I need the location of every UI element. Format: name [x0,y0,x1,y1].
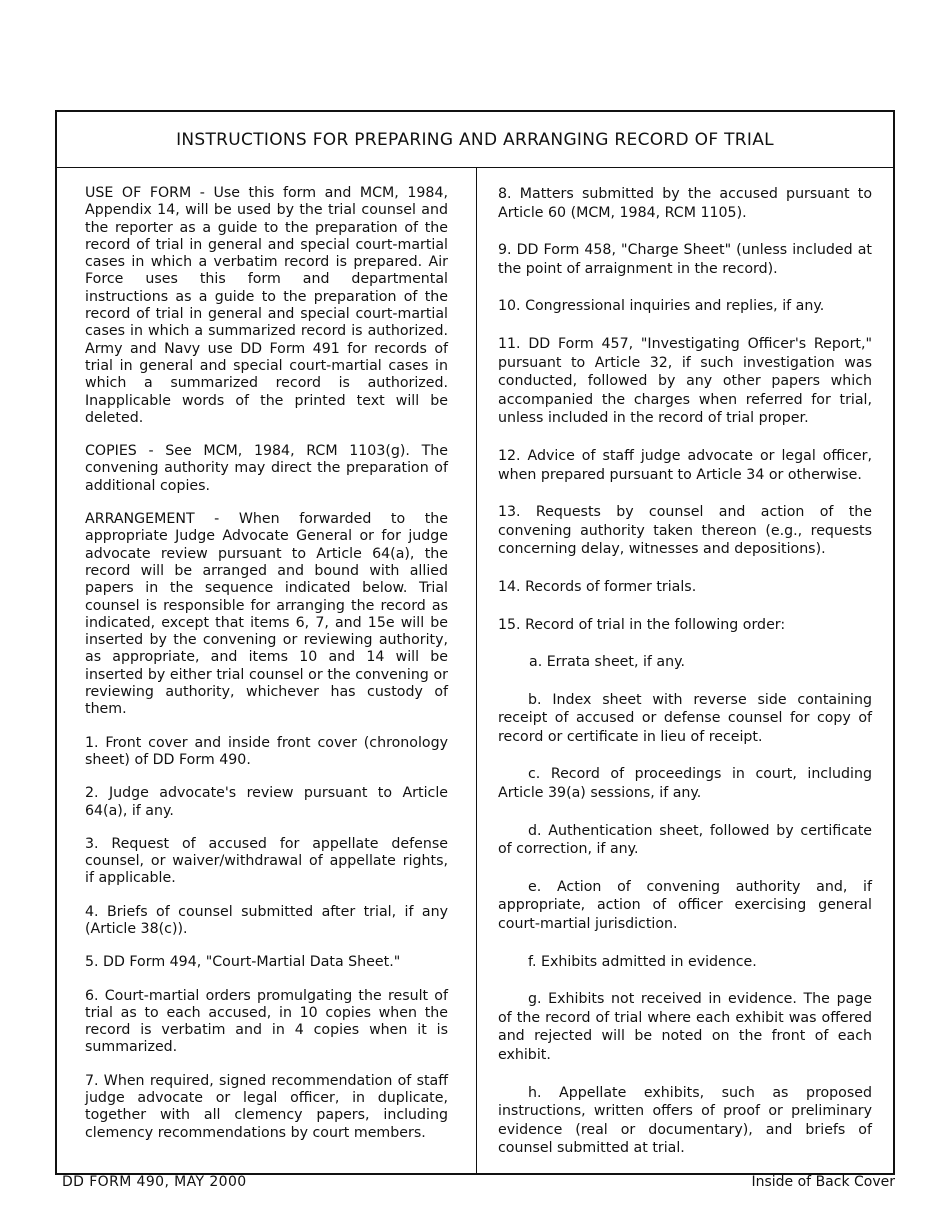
list-item-10: 10. Congressional inquiries and replies, if any. [498,298,825,315]
sub-item-e: e. Action of convening authority and, if appropriate, action of officer exercising general court-martial jurisdiction. [498,878,872,933]
list-item-15: 15. Record of trial in the following order: [498,616,786,633]
column-divider [476,168,477,1173]
sub-item-b: b. Index sheet with reverse side containing receipt of accused or defense counsel for copy of record or certificate in lieu of receipt. [498,691,872,745]
list-item-1: 1. Front cover and inside front cover (chronology sheet) of DD Form 490. [85,734,448,768]
list-item-14: 14. Records of former trials. [498,578,697,595]
sub-item-f: f. Exhibits admitted in evidence. [528,953,757,970]
list-item-7: 7. When required, signed recommendation of staff judge advocate or legal officer, in duplicate, together with all clemency papers, including clemency recommendations by court members. [85,1072,448,1141]
arrangement-paragraph: ARRANGEMENT - When forwarded to the appropriate Judge Advocate General or for judge advocate review pursuant to Article 64(a), the record will be arranged and bound with allied papers in the sequence indicated below. Trial counsel is responsible for arranging the record as indicated, except that items 6, 7, and 15e will be inserted by the convening or reviewing authority, as appropriate, and items 10 and 14 will be inserted by either trial counsel or the convening or reviewing authority, whichever has custody of them. [85,511,448,718]
list-item-3: 3. Request of accused for appellate defense counsel, or waiver/withdrawal of appellate rights, if applicable. [85,835,448,887]
form-id: DD FORM 490, MAY 2000 [62,1174,247,1190]
list-item-8: 8. Matters submitted by the accused pursuant to Article 60 (MCM, 1984, RCM 1105). [498,186,872,221]
form-title: INSTRUCTIONS FOR PREPARING AND ARRANGING RECORD OF TRIAL [57,112,893,168]
list-item-11: 11. DD Form 457, "Investigating Officer's Report," pursuant to Article 32, if such investigation was conducted, followed by any other papers which accompanied the charges when referred for trial, unless included in the record of trial proper. [498,335,872,427]
copies-paragraph: COPIES - See MCM, 1984, RCM 1103(g). The convening authority may direct the preparation of additional copies. [85,443,448,494]
page-label: Inside of Back Cover [751,1174,895,1190]
form-frame [55,110,895,1175]
list-item-5: 5. DD Form 494, "Court-Martial Data Sheet." [85,954,401,971]
list-item-13: 13. Requests by counsel and action of the convening authority taken thereon (e.g., requests concerning delay, witnesses and depositions). [498,504,872,558]
right-column [498,185,872,1177]
list-item-4: 4. Briefs of counsel submitted after trial, if any (Article 38(c)). [85,903,448,937]
sub-item-c: c. Record of proceedings in court, including Article 39(a) sessions, if any. [498,766,872,802]
sub-item-d: d. Authentication sheet, followed by certificate of correction, if any. [498,822,872,858]
left-column [85,185,448,1158]
use-of-form-paragraph: USE OF FORM - Use this form and MCM, 1984, Appendix 14, will be used by the trial counsel and the reporter as a guide to the preparation of the record of trial in general and special court-martial cases in which a verbatim record is prepared. Air Force uses this form and departmental instructions as a guide to the preparation of the record of trial in general and special court-martial cases in which a summarized record is authorized. Army and Navy use DD Form 491 for records of trial in general and special court-martial cases in which a summarized record is authorized. Inapplicable words of the printed text will be deleted. [85,185,448,426]
sub-item-g: g. Exhibits not received in evidence. The page of the record of trial where each exhibit was offered and rejected will be noted on the front of each exhibit. [498,991,872,1063]
list-item-6: 6. Court-martial orders promulgating the result of trial as to each accused, in 10 copies when the record is verbatim and in 4 copies when it is summarized. [85,987,448,1056]
list-item-12: 12. Advice of staff judge advocate or legal officer, when prepared pursuant to Article 34 or otherwise. [498,447,872,483]
sub-item-h: h. Appellate exhibits, such as proposed instructions, written offers of proof or preliminary evidence (real or documentary), and briefs of counsel submitted at trial. [498,1084,872,1157]
list-item-9: 9. DD Form 458, "Charge Sheet" (unless included at the point of arraignment in the record). [498,242,872,277]
list-item-2: 2. Judge advocate's review pursuant to Article 64(a), if any. [85,785,448,819]
sub-item-a: a. Errata sheet, if any. [529,654,685,671]
